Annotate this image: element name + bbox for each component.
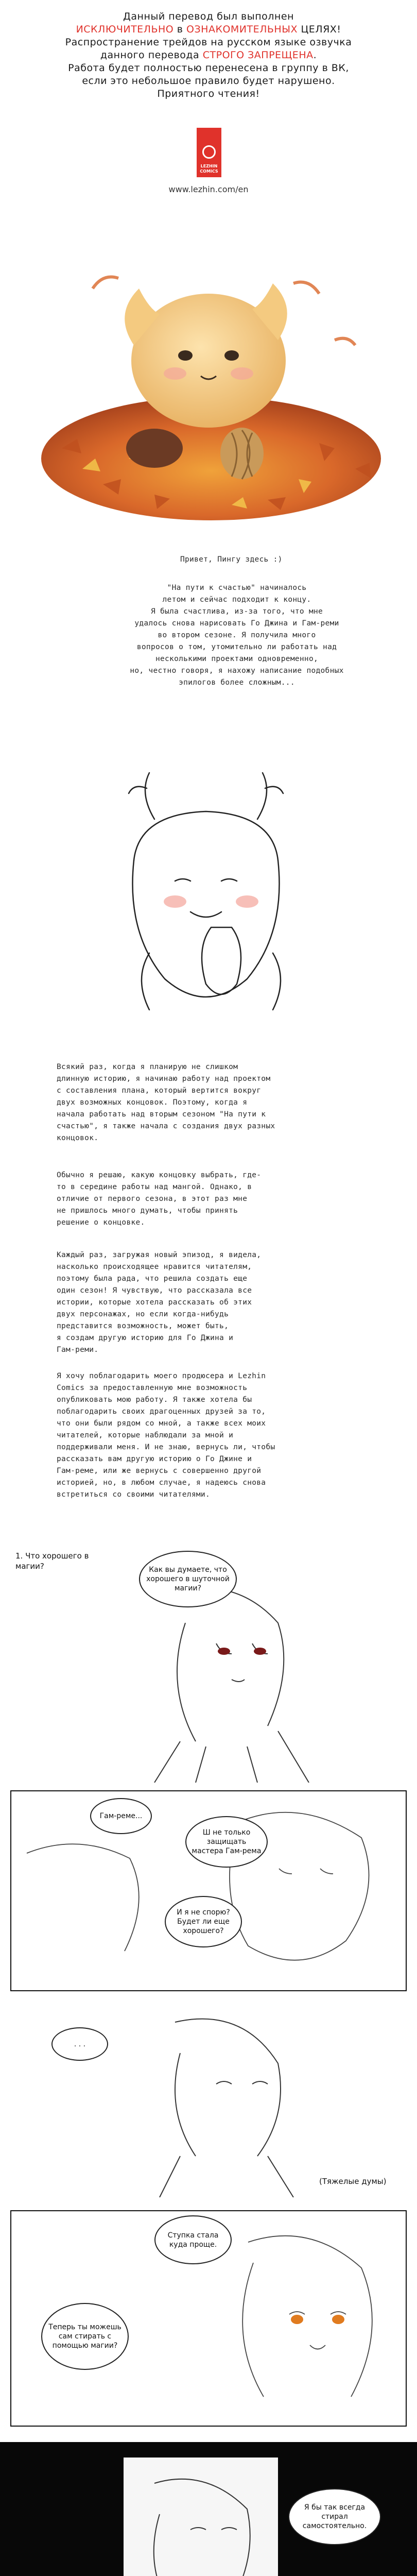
note-line: я создам другую историю для Го Джина и bbox=[57, 1334, 234, 1342]
note-line: истории, которые хотела рассказать об этих bbox=[57, 1298, 252, 1307]
note-line: вопросов о том, утомительно ли работать над bbox=[136, 643, 337, 651]
lezhin-logo[interactable] bbox=[197, 128, 221, 177]
note-paragraph-4 bbox=[57, 1249, 417, 1356]
speech-bubble-question: Как вы думаете, что хорошего в шуточной магии? bbox=[139, 1551, 237, 1607]
note-line: удалось снова нарисовать Го Джина и Гам-реми bbox=[134, 619, 339, 628]
speech-bubble-can: Теперь ты можешь сам стирать с помощью магии? bbox=[41, 2303, 129, 2370]
disclaimer-line-5: Работа будет полностью перенесена в группу в ВК, bbox=[68, 62, 349, 74]
note-paragraph-3 bbox=[57, 1170, 417, 1229]
lezhin-logo-icon bbox=[202, 145, 216, 159]
sketch-illustration bbox=[103, 757, 319, 1046]
disclaimer-in: в bbox=[173, 24, 187, 35]
note-line: не пришлось много думать, чтобы принять bbox=[57, 1207, 238, 1215]
note-line: решение о концовке. bbox=[57, 1218, 145, 1227]
note-line: что они были рядом со мной, а также всех моих bbox=[57, 1419, 266, 1428]
disclaimer-line-1: Данный перевод был выполнен bbox=[123, 11, 294, 22]
speech-bubble-pillar: Ступка стала куда проще. bbox=[154, 2215, 232, 2264]
note-line: Гам-реме, или же вернусь с совершенно другой bbox=[57, 1467, 262, 1475]
note-line: то в середине работы над мангой. Однако, в bbox=[57, 1183, 252, 1191]
note-line: концовок. bbox=[57, 1134, 99, 1142]
logo-text-1: LEZHIN bbox=[200, 164, 218, 168]
note-line: встретиться со своими читателями. bbox=[57, 1490, 210, 1499]
panel-1-art bbox=[10, 1577, 407, 1783]
note-line: Всякий раз, когда я планирую не слишком bbox=[57, 1063, 238, 1071]
disclaimer-exclusively: ИСКЛЮЧИТЕЛЬНО bbox=[76, 24, 174, 35]
note-line: поддерживали меня. И не знаю, вернусь ли, чтобы bbox=[57, 1443, 275, 1451]
note-line: Обычно я решаю, какую концовку выбрать, где- bbox=[57, 1171, 262, 1179]
site-url-link[interactable]: www.lezhin.com/en bbox=[168, 184, 249, 194]
speech-bubble-protect: Ш не только защищать мастера Гам-рема bbox=[185, 1816, 268, 1868]
note-greeting: Привет, Пингу здесь :) bbox=[180, 555, 283, 564]
disclaimer-line-2 bbox=[0, 23, 417, 36]
note-line: поблагодарить своих драгоценных друзей за то, bbox=[57, 1408, 266, 1416]
disclaimer-purposes: ЦЕЛЯХ! bbox=[298, 24, 341, 35]
note-line: длинную историю, я начинаю работу над проектом bbox=[57, 1075, 271, 1083]
note-paragraph-5 bbox=[57, 1370, 417, 1501]
disclaimer-line-4 bbox=[0, 49, 417, 62]
disclaimer-line-3: Распространение трейдов на русском языке озвучка bbox=[65, 37, 352, 48]
note-line: опубликовать мою работу. Я также хотела бы bbox=[57, 1396, 252, 1404]
note-line: Каждый раз, загружая новый эпизод, я видела, bbox=[57, 1251, 262, 1259]
note-line: Гам-реми. bbox=[57, 1346, 99, 1354]
note-line: во втором сезоне. Я получила много bbox=[158, 631, 316, 639]
note-line: Я была счастлива, из-за того, что мне bbox=[150, 607, 323, 616]
note-line: но, честно говоря, я нахожу написание подобных bbox=[130, 667, 344, 675]
comic-panel-1 bbox=[10, 1577, 407, 1783]
note-line: насколько происходящее нравится читателям, bbox=[57, 1263, 252, 1271]
speech-bubble-brush: Я бы так всегда стирал самостоятельно. bbox=[288, 2488, 381, 2545]
note-line: двух возможных концовок. Поэтому, когда я bbox=[57, 1098, 248, 1107]
note-line: с составления плана, который вертится вокруг bbox=[57, 1087, 262, 1095]
note-line: отличие от первого сезона, в этот раз мне bbox=[57, 1195, 248, 1203]
speech-bubble-dots: . . . bbox=[51, 2027, 108, 2061]
disclaimer-informational: ОЗНАКОМИТЕЛЬНЫХ bbox=[186, 24, 298, 35]
note-line: поэтому была рада, что решила создать еще bbox=[57, 1275, 248, 1283]
disclaimer-line-7: Приятного чтения! bbox=[157, 88, 260, 99]
disclaimer-line-6: если это небольшое правило будет нарушено. bbox=[82, 75, 335, 87]
note-line: один сезон! Я чувствую, что рассказала все bbox=[57, 1286, 252, 1295]
note-line: эпилогов более сложным... bbox=[179, 679, 295, 687]
note-line: Comics за предоставленную мне возможность bbox=[57, 1384, 248, 1392]
note-line: рассказать вам другую историю о Го Джине и bbox=[57, 1455, 252, 1463]
note-line: "На пути к счастью" начиналось bbox=[167, 584, 307, 592]
note-line: представится возможность, может быть, bbox=[57, 1322, 229, 1330]
hero-illustration bbox=[0, 227, 417, 541]
note-line: счастью", я также начала с создания двух разных bbox=[57, 1122, 275, 1130]
note-line: начала работать над вторым сезоном "На пути к bbox=[57, 1110, 266, 1118]
note-line: Я хочу поблагодарить моего продюсера и Lezhin bbox=[57, 1372, 266, 1380]
note-paragraph-2 bbox=[57, 1061, 417, 1144]
note-line: несколькими проектами одновременно, bbox=[155, 655, 319, 663]
note-line: летом и сейчас подходит к концу. bbox=[162, 596, 311, 604]
note-line: читателей, которые наблюдали за мной и bbox=[57, 1431, 234, 1439]
speech-bubble-gam: Гам-реме... bbox=[90, 1798, 152, 1834]
comic-caption-1: 1. Что хорошего в магии? bbox=[15, 1551, 89, 1571]
speech-bubble-sure: И я не спорю? Будет ли еще хорошего? bbox=[165, 1896, 242, 1947]
logo-text-2: COMICS bbox=[200, 169, 218, 174]
disclaimer-dot: . bbox=[313, 49, 317, 61]
note-line: двух персонажах, но если когда-нибудь bbox=[57, 1310, 229, 1318]
disclaimer-strictly: СТРОГО ЗАПРЕЩЕНА bbox=[202, 49, 314, 61]
note-line: историей, но, в любом случае, я надеюсь снова bbox=[57, 1479, 266, 1487]
caption-heavy-thoughts: (Тяжелые думы) bbox=[319, 2177, 387, 2186]
disclaimer-of-this: данного перевода bbox=[100, 49, 203, 61]
note-paragraph-1 bbox=[103, 582, 371, 689]
translation-disclaimer bbox=[0, 10, 417, 100]
